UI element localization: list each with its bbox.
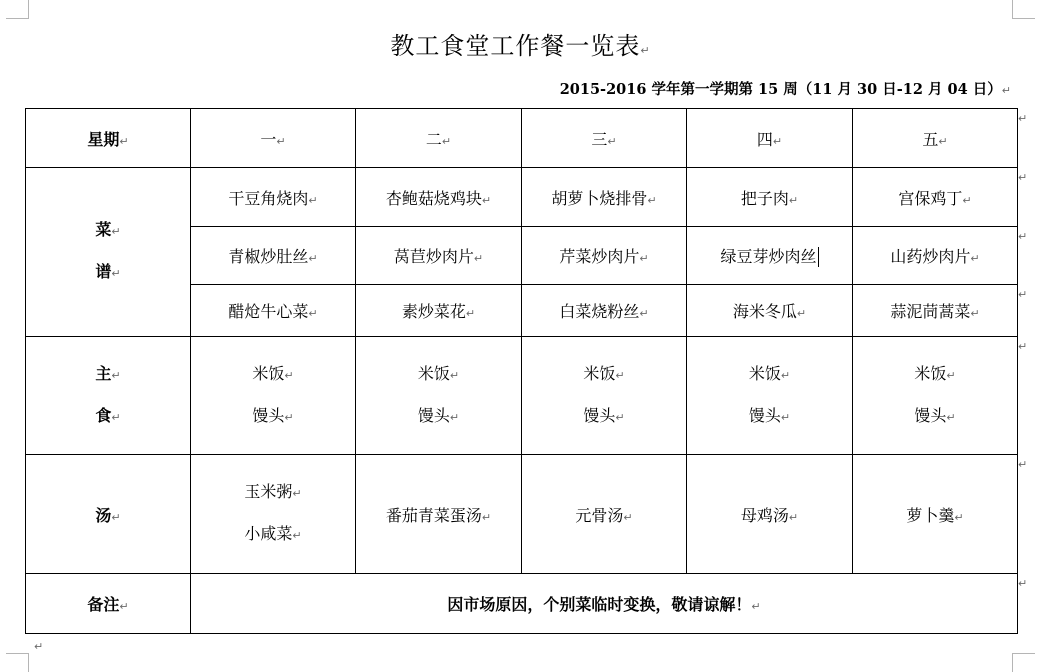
dish-name: 素炒菜花 [401, 302, 466, 321]
cell-mark: ↵ [449, 410, 460, 424]
dish-name: 醋炝牛心菜 [228, 302, 309, 321]
item-text: 米饭 [914, 363, 947, 383]
header-row [26, 109, 1018, 168]
char: 菜 [95, 220, 112, 239]
staple-cell[interactable] [687, 337, 853, 455]
row-end-mark: ↵ [1018, 171, 1028, 184]
dish-name: 青椒炒肚丝 [228, 247, 309, 266]
cell-mark: ↵ [647, 193, 657, 207]
char: 谱 [95, 262, 112, 281]
cell-mark: ↵ [788, 193, 799, 207]
staple-item [191, 396, 355, 438]
cell-mark: ↵ [946, 368, 956, 382]
day-header-fri[interactable] [853, 109, 1018, 168]
dish-cell[interactable] [191, 168, 356, 227]
soup-name: 番茄青菜蛋汤 [385, 505, 482, 525]
cell-mark: ↵ [970, 307, 980, 320]
cell-mark: ↵ [954, 510, 964, 524]
cell-mark: ↵ [796, 307, 807, 320]
dish-cell[interactable] [356, 227, 522, 285]
row-end-mark: ↵ [1018, 112, 1028, 125]
staple-label-cell[interactable] [26, 337, 191, 455]
dish-name: 胡萝卜烧排骨 [551, 188, 648, 208]
day-header-thu[interactable] [687, 109, 853, 168]
item-text: 玉米粥 [244, 482, 293, 501]
title-text[interactable]: 教工食堂工作餐一览表 [390, 32, 641, 60]
row-end-mark: ↵ [1018, 230, 1028, 243]
dish-cell[interactable] [853, 227, 1018, 285]
crop-mark-bottom-left [6, 653, 29, 672]
cell-mark: ↵ [639, 307, 649, 320]
row-end-mark: ↵ [1018, 340, 1028, 353]
cell-mark: ↵ [449, 368, 460, 382]
dish-cell[interactable] [356, 285, 522, 337]
soup-label: 汤 [95, 505, 112, 525]
document-title[interactable] [0, 26, 1041, 61]
dishes-label-cell[interactable] [26, 168, 191, 337]
item-text: 馒头 [252, 405, 285, 425]
dish-name: 白菜烧粉丝 [559, 302, 640, 321]
soup-cell[interactable] [687, 455, 853, 574]
dish-cell[interactable] [687, 227, 853, 285]
remarks-text: 因市场原因，个别菜临时变换，敬请谅解！ [447, 595, 752, 614]
cell-mark: ↵ [788, 510, 799, 524]
staple-cell[interactable] [356, 337, 522, 455]
dishes-label-char [26, 252, 190, 294]
staple-item [191, 354, 355, 396]
soup-cell[interactable] [853, 455, 1018, 574]
cell-mark: ↵ [962, 193, 972, 207]
dish-name: 莴苣炒肉片 [393, 247, 474, 266]
cell-mark: ↵ [780, 368, 791, 382]
soup-item [191, 472, 355, 514]
cell-mark: ↵ [946, 410, 956, 424]
item-text: 馒头 [748, 405, 781, 425]
staple-item [356, 396, 521, 438]
dish-row-1 [26, 168, 1018, 227]
cell-mark: ↵ [308, 193, 318, 207]
staple-cell[interactable] [853, 337, 1018, 455]
remarks-text-cell[interactable] [191, 574, 1018, 634]
soup-label-cell[interactable] [26, 455, 191, 574]
staple-item [522, 354, 686, 396]
cell-mark: ↵ [615, 368, 625, 382]
soup-cell[interactable] [191, 455, 356, 574]
staple-item [853, 396, 1017, 438]
staple-item [356, 354, 521, 396]
paragraph-mark: ↵ [640, 44, 651, 57]
row-end-mark: ↵ [1018, 577, 1028, 590]
soup-name: 元骨汤 [575, 505, 624, 525]
menu-table [25, 108, 1018, 634]
staple-label-char [26, 396, 190, 438]
item-text: 米饭 [748, 363, 781, 383]
day-label: 二 [425, 129, 442, 149]
weekday-label: 星期 [87, 129, 120, 149]
staple-item [853, 354, 1017, 396]
day-label: 三 [591, 129, 608, 149]
document-end-mark: ↵ [34, 640, 44, 653]
day-header-wed[interactable] [522, 109, 687, 168]
cell-mark: ↵ [639, 252, 649, 265]
dish-cell[interactable] [853, 285, 1018, 337]
item-text: 米饭 [252, 363, 285, 383]
cell-mark: ↵ [465, 307, 476, 320]
cell-mark: ↵ [284, 368, 294, 382]
cell-mark: ↵ [780, 410, 791, 424]
cell-mark: ↵ [119, 134, 129, 148]
cell-mark: ↵ [276, 134, 286, 148]
crop-mark-top-left [6, 0, 29, 19]
text-cursor [818, 247, 819, 267]
cell-mark: ↵ [473, 252, 484, 265]
crop-mark-top-right [1012, 0, 1035, 19]
soup-name: 母鸡汤 [740, 505, 789, 525]
week-subtitle[interactable] [560, 78, 1011, 99]
cell-mark: ↵ [111, 510, 121, 524]
dish-cell[interactable] [522, 285, 687, 337]
row-end-mark: ↵ [1018, 288, 1028, 301]
cell-mark: ↵ [615, 410, 625, 424]
dish-cell[interactable] [853, 168, 1018, 227]
cell-mark: ↵ [111, 410, 121, 424]
cell-mark: ↵ [111, 225, 121, 238]
weekday-label-cell[interactable] [26, 109, 191, 168]
cell-mark: ↵ [772, 134, 783, 148]
char: 主 [95, 363, 112, 383]
dish-cell[interactable] [687, 168, 853, 227]
cell-mark: ↵ [607, 134, 617, 148]
dish-name: 海米冬瓜 [732, 302, 797, 321]
cell-mark: ↵ [111, 267, 121, 280]
cell-mark: ↵ [292, 529, 302, 542]
cell-mark: ↵ [751, 600, 761, 613]
dish-name: 山药炒肉片 [890, 247, 971, 266]
staple-row [26, 337, 1018, 455]
item-text: 米饭 [583, 363, 616, 383]
remarks-label: 备注 [87, 595, 120, 614]
dish-name: 宫保鸡丁 [898, 188, 963, 208]
soup-cell[interactable] [522, 455, 687, 574]
dish-name: 芹菜炒肉片 [559, 247, 640, 266]
day-header-mon[interactable] [191, 109, 356, 168]
staple-cell[interactable] [191, 337, 356, 455]
soup-item [191, 514, 355, 556]
dish-cell[interactable] [522, 227, 687, 285]
soup-cell[interactable] [356, 455, 522, 574]
cell-mark: ↵ [292, 487, 302, 500]
dishes-label-char [26, 210, 190, 252]
cell-mark: ↵ [111, 368, 121, 382]
char: 食 [95, 405, 112, 425]
item-text: 小咸菜 [244, 524, 293, 543]
row-end-mark: ↵ [1018, 458, 1028, 471]
day-header-tue[interactable] [356, 109, 522, 168]
crop-mark-bottom-right [1012, 653, 1035, 672]
cell-mark: ↵ [284, 410, 294, 424]
cell-mark: ↵ [481, 193, 492, 207]
staple-label-char [26, 354, 190, 396]
cell-mark: ↵ [308, 307, 318, 320]
cell-mark: ↵ [623, 510, 633, 524]
item-text: 馒头 [417, 405, 450, 425]
dish-name: 杏鲍菇烧鸡块 [385, 188, 482, 208]
dish-cell[interactable] [356, 168, 522, 227]
dish-cell[interactable] [191, 285, 356, 337]
dish-name: 蒜泥茼蒿菜 [890, 302, 971, 321]
day-label: 五 [922, 129, 939, 149]
item-text: 米饭 [417, 363, 450, 383]
cell-mark: ↵ [481, 510, 492, 524]
day-label: 四 [756, 129, 773, 149]
soup-name: 萝卜羹 [906, 505, 955, 525]
dish-cell[interactable] [191, 227, 356, 285]
cell-mark: ↵ [938, 134, 948, 148]
day-label: 一 [260, 129, 277, 149]
remarks-label-cell[interactable] [26, 574, 191, 634]
cell-mark: ↵ [441, 134, 452, 148]
item-text: 馒头 [914, 405, 947, 425]
item-text: 馒头 [583, 405, 616, 425]
dish-name: 把子肉 [740, 188, 789, 208]
dish-name: 干豆角烧肉 [228, 188, 309, 208]
soup-row [26, 455, 1018, 574]
staple-item [687, 354, 852, 396]
staple-cell[interactable] [522, 337, 687, 455]
staple-item [522, 396, 686, 438]
dish-name: 绿豆芽炒肉丝 [720, 246, 817, 266]
cell-mark: ↵ [970, 252, 980, 265]
staple-item [687, 396, 852, 438]
dish-cell[interactable] [687, 285, 853, 337]
subtitle-text[interactable]: 2015-2016 学年第一学期第 15 周（11 月 30 日-12 月 04 日） [559, 81, 1002, 98]
remarks-row [26, 574, 1018, 634]
cell-mark: ↵ [308, 252, 318, 265]
cell-mark: ↵ [119, 600, 129, 613]
paragraph-mark: ↵ [1001, 84, 1011, 97]
dish-cell[interactable] [522, 168, 687, 227]
